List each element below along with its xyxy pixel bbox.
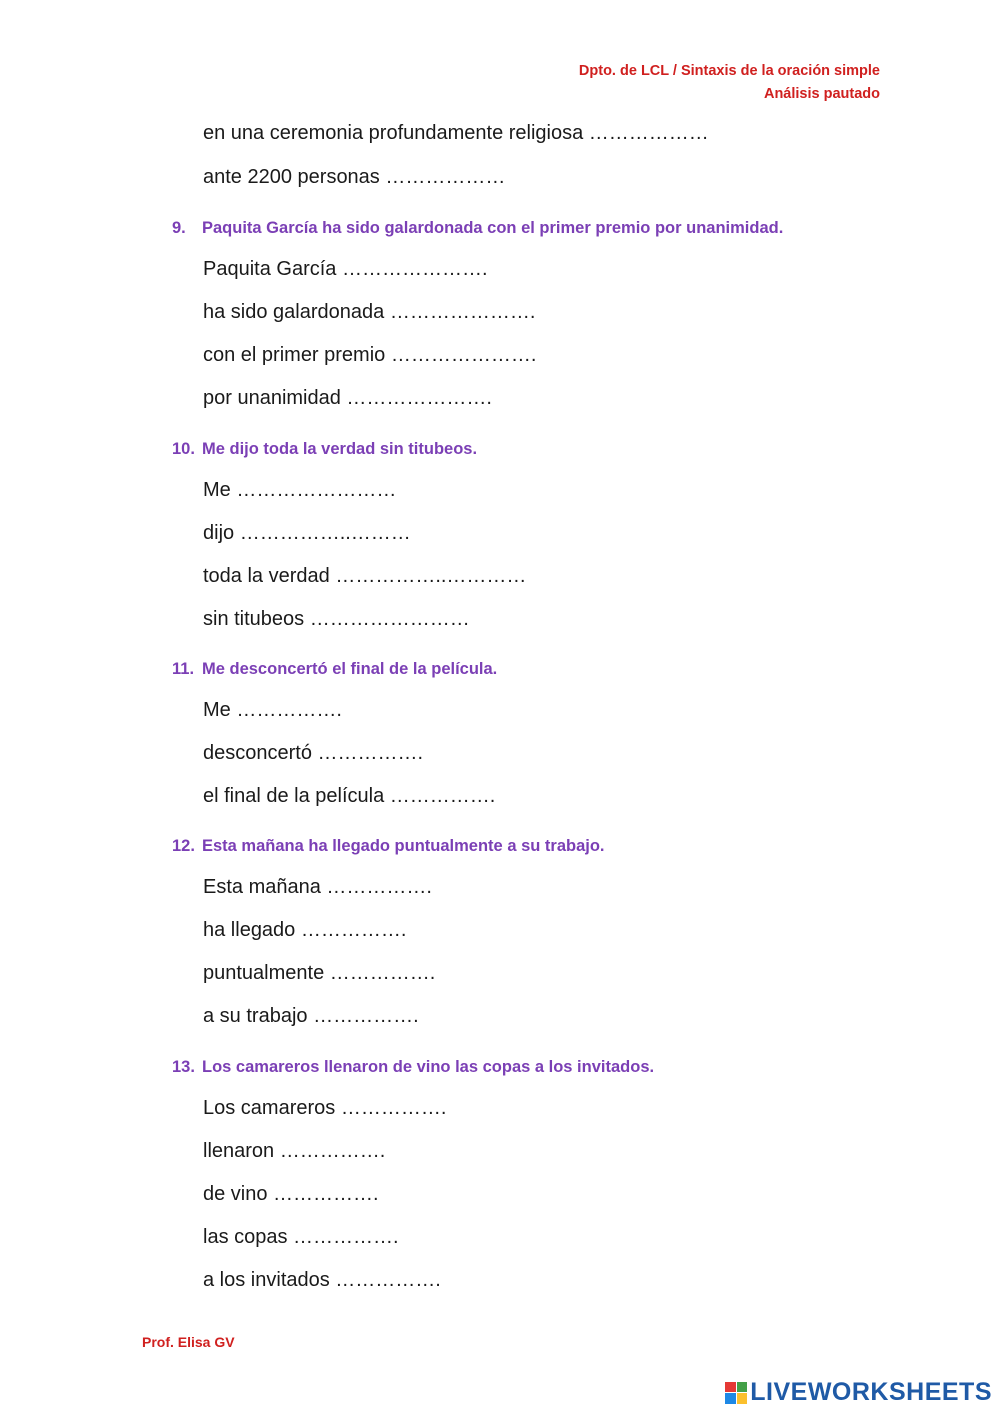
- answer-line[interactable]: ha sido galardonada ………………….: [203, 301, 536, 323]
- answer-line[interactable]: de vino …………….: [203, 1183, 379, 1205]
- page-header: [579, 60, 880, 106]
- header-course: Dpto. de LCL / Sintaxis de la oración simple: [578, 63, 880, 79]
- answer-line[interactable]: desconcertó …………….: [203, 742, 424, 764]
- question-number: 9.: [172, 219, 186, 237]
- question-number: 10.: [172, 440, 195, 458]
- question-12: [172, 835, 605, 857]
- answer-line[interactable]: las copas …………….: [203, 1226, 399, 1248]
- question-10: [172, 438, 477, 460]
- answer-line[interactable]: a su trabajo …………….: [203, 1005, 419, 1027]
- answer-line[interactable]: con el primer premio ………………….: [203, 344, 537, 366]
- answer-line[interactable]: puntualmente …………….: [203, 962, 436, 984]
- answer-line[interactable]: a los invitados …………….: [203, 1269, 441, 1291]
- question-number: 11.: [172, 660, 195, 678]
- question-sentence: Me desconcertó el final de la película.: [202, 660, 498, 678]
- liveworksheets-logo: [725, 1378, 992, 1407]
- answer-line[interactable]: ha llegado …………….: [203, 919, 407, 941]
- answer-line[interactable]: por unanimidad ………………….: [203, 387, 492, 409]
- liveworksheets-icon: [725, 1382, 747, 1404]
- answer-line[interactable]: Esta mañana …………….: [203, 876, 432, 898]
- answer-line[interactable]: dijo ……………..………: [203, 522, 411, 544]
- question-sentence: Esta mañana ha llegado puntualmente a su trabajo.: [202, 837, 605, 855]
- question-13: [172, 1056, 654, 1078]
- question-sentence: Los camareros llenaron de vino las copas a los invitados.: [202, 1058, 655, 1076]
- answer-line[interactable]: toda la verdad ……………..…………: [203, 565, 527, 587]
- header-subtitle: Análisis pautado: [763, 86, 880, 102]
- question-sentence: Me dijo toda la verdad sin titubeos.: [202, 440, 478, 458]
- brand-name: LIVEWORKSHEETS: [750, 1378, 992, 1406]
- answer-line[interactable]: sin titubeos ……………………: [203, 608, 470, 630]
- intro-line: en una ceremonia profundamente religiosa ………………: [203, 122, 709, 144]
- answer-line[interactable]: el final de la película …………….: [203, 785, 496, 807]
- intro-line: ante 2200 personas ………………: [203, 166, 506, 188]
- answer-line[interactable]: Me …………….: [203, 699, 342, 721]
- question-9: [172, 217, 783, 239]
- question-sentence: Paquita García ha sido galardonada con el primer premio por unanimidad.: [202, 219, 784, 237]
- footer-author: Prof. Elisa GV: [142, 1334, 235, 1350]
- answer-line[interactable]: Me ……………………: [203, 479, 397, 501]
- answer-line[interactable]: Los camareros …………….: [203, 1097, 447, 1119]
- question-number: 12.: [172, 837, 195, 855]
- answer-line[interactable]: Paquita García ………………….: [203, 258, 488, 280]
- answer-line[interactable]: llenaron …………….: [203, 1140, 386, 1162]
- question-11: [172, 658, 497, 680]
- question-number: 13.: [172, 1058, 195, 1076]
